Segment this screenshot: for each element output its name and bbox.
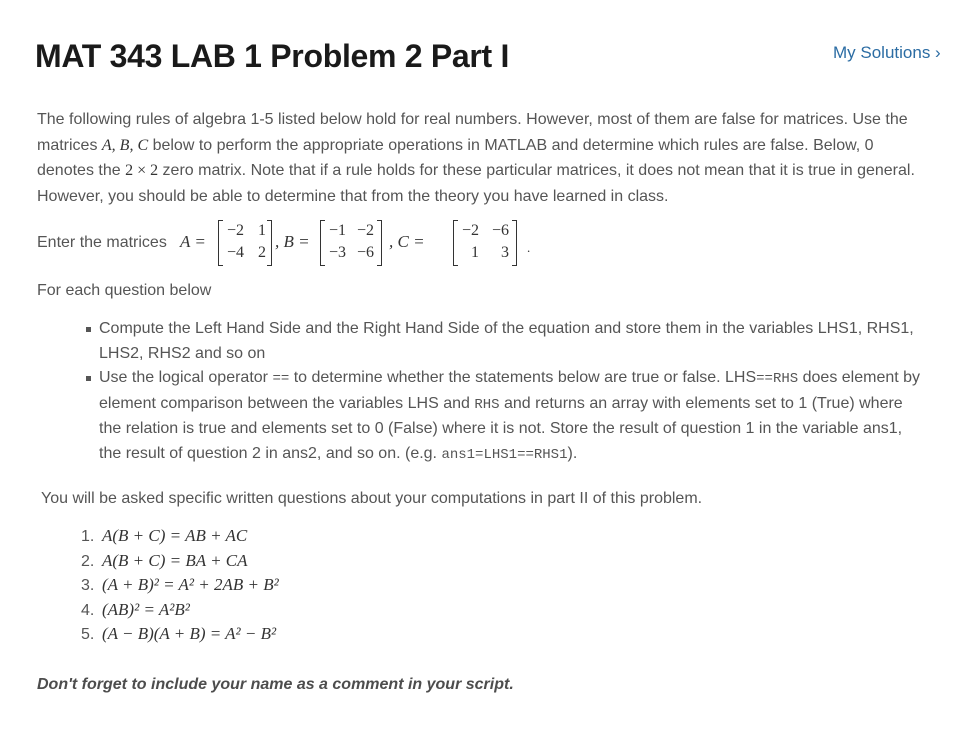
question-number: 1. xyxy=(81,528,95,545)
matrix-b-cell: −1 xyxy=(328,222,346,239)
part-two-note: You will be asked specific written questions about your computations in part II of this problem. xyxy=(41,490,703,507)
question-equation: (A + B)² = A² + 2AB + B² xyxy=(102,575,279,594)
bullet-icon xyxy=(86,327,91,332)
question-item xyxy=(81,575,279,600)
rhs-code: RHS xyxy=(474,396,500,413)
question-item xyxy=(81,551,279,576)
intro-paragraph xyxy=(37,107,917,209)
matrix-c-cell: 1 xyxy=(471,244,479,261)
matrix-a-cell: 1 xyxy=(258,222,266,239)
questions-list xyxy=(81,526,279,649)
matrix-a-cell: 2 xyxy=(258,244,266,261)
question-equation: A(B + C) = BA + CA xyxy=(102,550,248,570)
matrix-b-cell: −3 xyxy=(328,244,346,261)
question-item xyxy=(81,624,279,649)
page-title: MAT 343 LAB 1 Problem 2 Part I xyxy=(35,38,510,74)
matrix-b-cell: −2 xyxy=(356,222,374,239)
list-item xyxy=(88,366,928,467)
example-code: ans1=LHS1==RHS1 xyxy=(441,446,568,463)
matrix-c xyxy=(453,218,517,266)
intro-text-2: below to perform the appropriate operations in MATLAB and determine which rules are false. Below, 0 denotes the xyxy=(37,136,874,179)
matrix-c-cell: −6 xyxy=(491,222,509,239)
matrix-a-cell: −4 xyxy=(226,244,244,261)
intro-text-3: zero matrix. Note that if a rule holds for these particular matrices, it does not mean that it is true in general. However, you should be able to determine that from the theory you have learned in class. xyxy=(37,162,915,205)
question-number: 4. xyxy=(81,601,95,619)
matrix-b xyxy=(320,218,382,266)
question-equation: A(B + C) = AB + AC xyxy=(102,526,248,545)
question-number: 2. xyxy=(81,552,95,570)
question-equation: (AB)² = A²B² xyxy=(102,599,190,619)
instructions-list xyxy=(88,317,928,467)
matrix-c-cell: 3 xyxy=(501,244,509,261)
matrix-a xyxy=(218,218,272,266)
bullet-text: ). xyxy=(567,444,578,462)
matrix-dimension: 2 × 2 xyxy=(125,162,159,179)
operator-code: == xyxy=(272,371,290,387)
bullet-text: to determine whether the statements below are true or false. LHS xyxy=(289,369,757,386)
matrix-definitions xyxy=(37,218,637,270)
matrix-names: A, B, C xyxy=(101,136,149,154)
question-item xyxy=(81,600,279,625)
matrix-c-label: , C = xyxy=(389,232,425,251)
operator-code: ==RHS xyxy=(756,371,799,387)
for-each-heading: For each question below xyxy=(37,282,212,299)
question-item xyxy=(81,526,279,551)
question-equation: (A − B)(A + B) = A² − B² xyxy=(102,624,277,643)
matrix-b-cell: −6 xyxy=(356,244,374,261)
matrix-a-cell: −2 xyxy=(226,222,244,239)
matrix-a-label: A = xyxy=(180,232,206,251)
matrix-end-period: . xyxy=(527,240,531,255)
bullet-icon xyxy=(86,376,91,381)
enter-matrices-label: Enter the matrices xyxy=(37,234,167,251)
bullet-text: and returns an array with elements set to 1 (True) where the relation is true and elements set to 0 (False) where it is not. Store the result of question 1 in the variable ans1, the result of question 2 in ans2, and so on. (e.g. xyxy=(99,394,903,462)
matrix-b-label: , B = xyxy=(275,232,310,251)
bullet-text: Use the logical operator xyxy=(99,369,273,386)
list-item xyxy=(88,317,928,366)
question-number: 5. xyxy=(81,626,95,643)
matrix-c-cell: −2 xyxy=(461,222,479,239)
bullet-text: Compute the Left Hand Side and the Right Hand Side of the equation and store them in the variables LHS1, RHS1, LHS2, RHS2 and so on xyxy=(99,320,914,362)
bullet-text: does element by element comparison between the variables LHS and xyxy=(99,369,921,412)
my-solutions-link[interactable]: My Solutions › xyxy=(833,43,941,62)
reminder-note: Don't forget to include your name as a comment in your script. xyxy=(37,676,514,693)
intro-text-1: The following rules of algebra 1-5 listed below hold for real numbers. However, most of them are false for matrices. Use the matrices xyxy=(37,111,908,154)
question-number: 3. xyxy=(81,577,95,594)
